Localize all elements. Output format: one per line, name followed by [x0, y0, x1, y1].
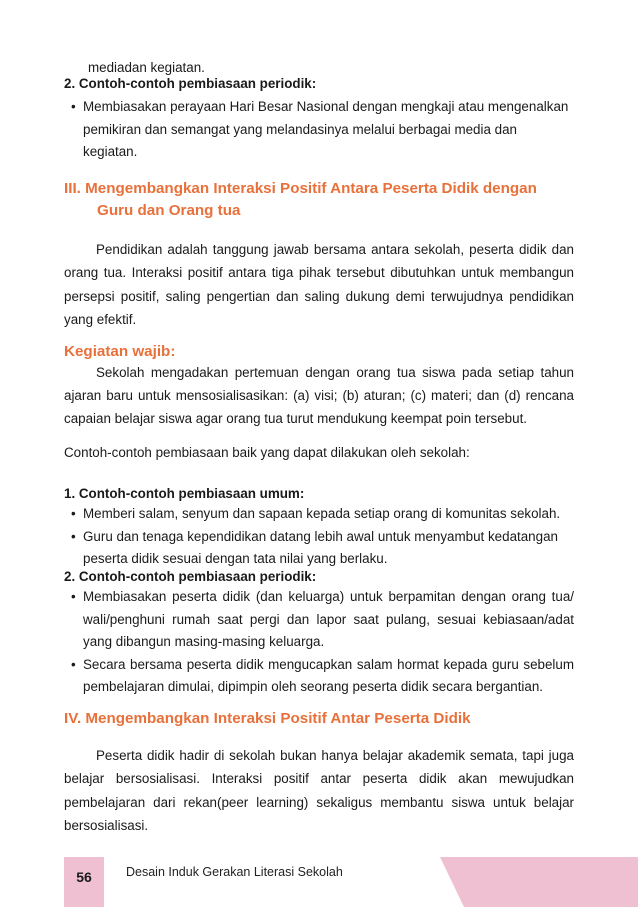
umum-examples-heading: 1. Contoh-contoh pembiasaan umum: — [64, 486, 305, 501]
kegiatan-wajib-text: Sekolah mengadakan pertemuan dengan orang tua siswa pada setiap tahun ajaran baru untuk mensosialisasikan: (a) visi; (b) aturan; (c) materi; dan (d) rencana capaian belajar siswa agar orang tua turut mendukung keempat poin tersebut. — [64, 365, 574, 426]
contoh-intro-text: Contoh-contoh pembiasaan baik yang dapat dilakukan oleh sekolah: — [64, 445, 470, 460]
section-3-title-line-1: III. Mengembangkan Interaksi Positif Antara Peserta Didik dengan — [64, 180, 537, 197]
umum-bullet-list — [64, 503, 574, 571]
list-item: • Membiasakan perayaan Hari Besar Nasional dengan mengkaji atau mengenalkan pemikiran dan semangat yang melandasinya melalui berbagai media dan kegiatan. — [64, 96, 574, 164]
list-item: • Secara bersama peserta didik mengucapkan salam hormat kepada guru sebelum pembelajaran dimulai, dipimpin oleh seorang peserta didik secara bergantian. — [64, 654, 574, 699]
footer-book-title: Desain Induk Gerakan Literasi Sekolah — [126, 865, 343, 879]
section-4-paragraph: Peserta didik hadir di sekolah bukan hanya belajar akademik semata, tapi juga belajar bersosialisasi. Interaksi positif antar peserta didik akan mewujudkan pembelajaran dari rekan(peer learning) sekaligus membantu siswa untuk belajar bersosialisasi. — [64, 748, 574, 833]
list-item: • Membiasakan peserta didik (dan keluarga) untuk berpamitan dengan orang tua/ wali/penghuni rumah saat pergi dan lapor saat pulang, sesuai kebiasaan/adat yang dibangun masing-masing keluarga. — [64, 586, 574, 654]
page-number: 56 — [76, 869, 92, 885]
periodic-examples-heading: 2. Contoh-contoh pembiasaan periodik: — [64, 76, 317, 91]
footer-decorative-band — [440, 857, 638, 907]
continued-text-line: mediadan kegiatan. — [88, 60, 205, 75]
periodik-examples-heading: 2. Contoh-contoh pembiasaan periodik: — [64, 569, 317, 584]
periodic-bullet-list — [64, 96, 574, 164]
section-4-title: IV. Mengembangkan Interaksi Positif Antar Peserta Didik — [64, 710, 471, 727]
list-item: • Guru dan tenaga kependidikan datang lebih awal untuk menyambut kedatangan peserta didik sesuai dengan tata nilai yang berlaku. — [64, 526, 574, 571]
page-number-tab — [64, 857, 104, 907]
kegiatan-wajib-label: Kegiatan wajib: — [64, 343, 176, 360]
section-3-title — [64, 178, 584, 222]
section-3-paragraph: Pendidikan adalah tanggung jawab bersama antara sekolah, peserta didik dan orang tua. Interaksi positif antara tiga pihak tersebut dibutuhkan untuk membangun persepsi positif, saling pengertian dan saling dukung demi terwujudnya pendidikan yang efektif. — [64, 242, 574, 327]
periodik-bullet-list — [64, 586, 574, 699]
list-item: • Memberi salam, senyum dan sapaan kepada setiap orang di komunitas sekolah. — [64, 503, 574, 526]
section-3-title-line-2: Guru dan Orang tua — [97, 202, 241, 219]
